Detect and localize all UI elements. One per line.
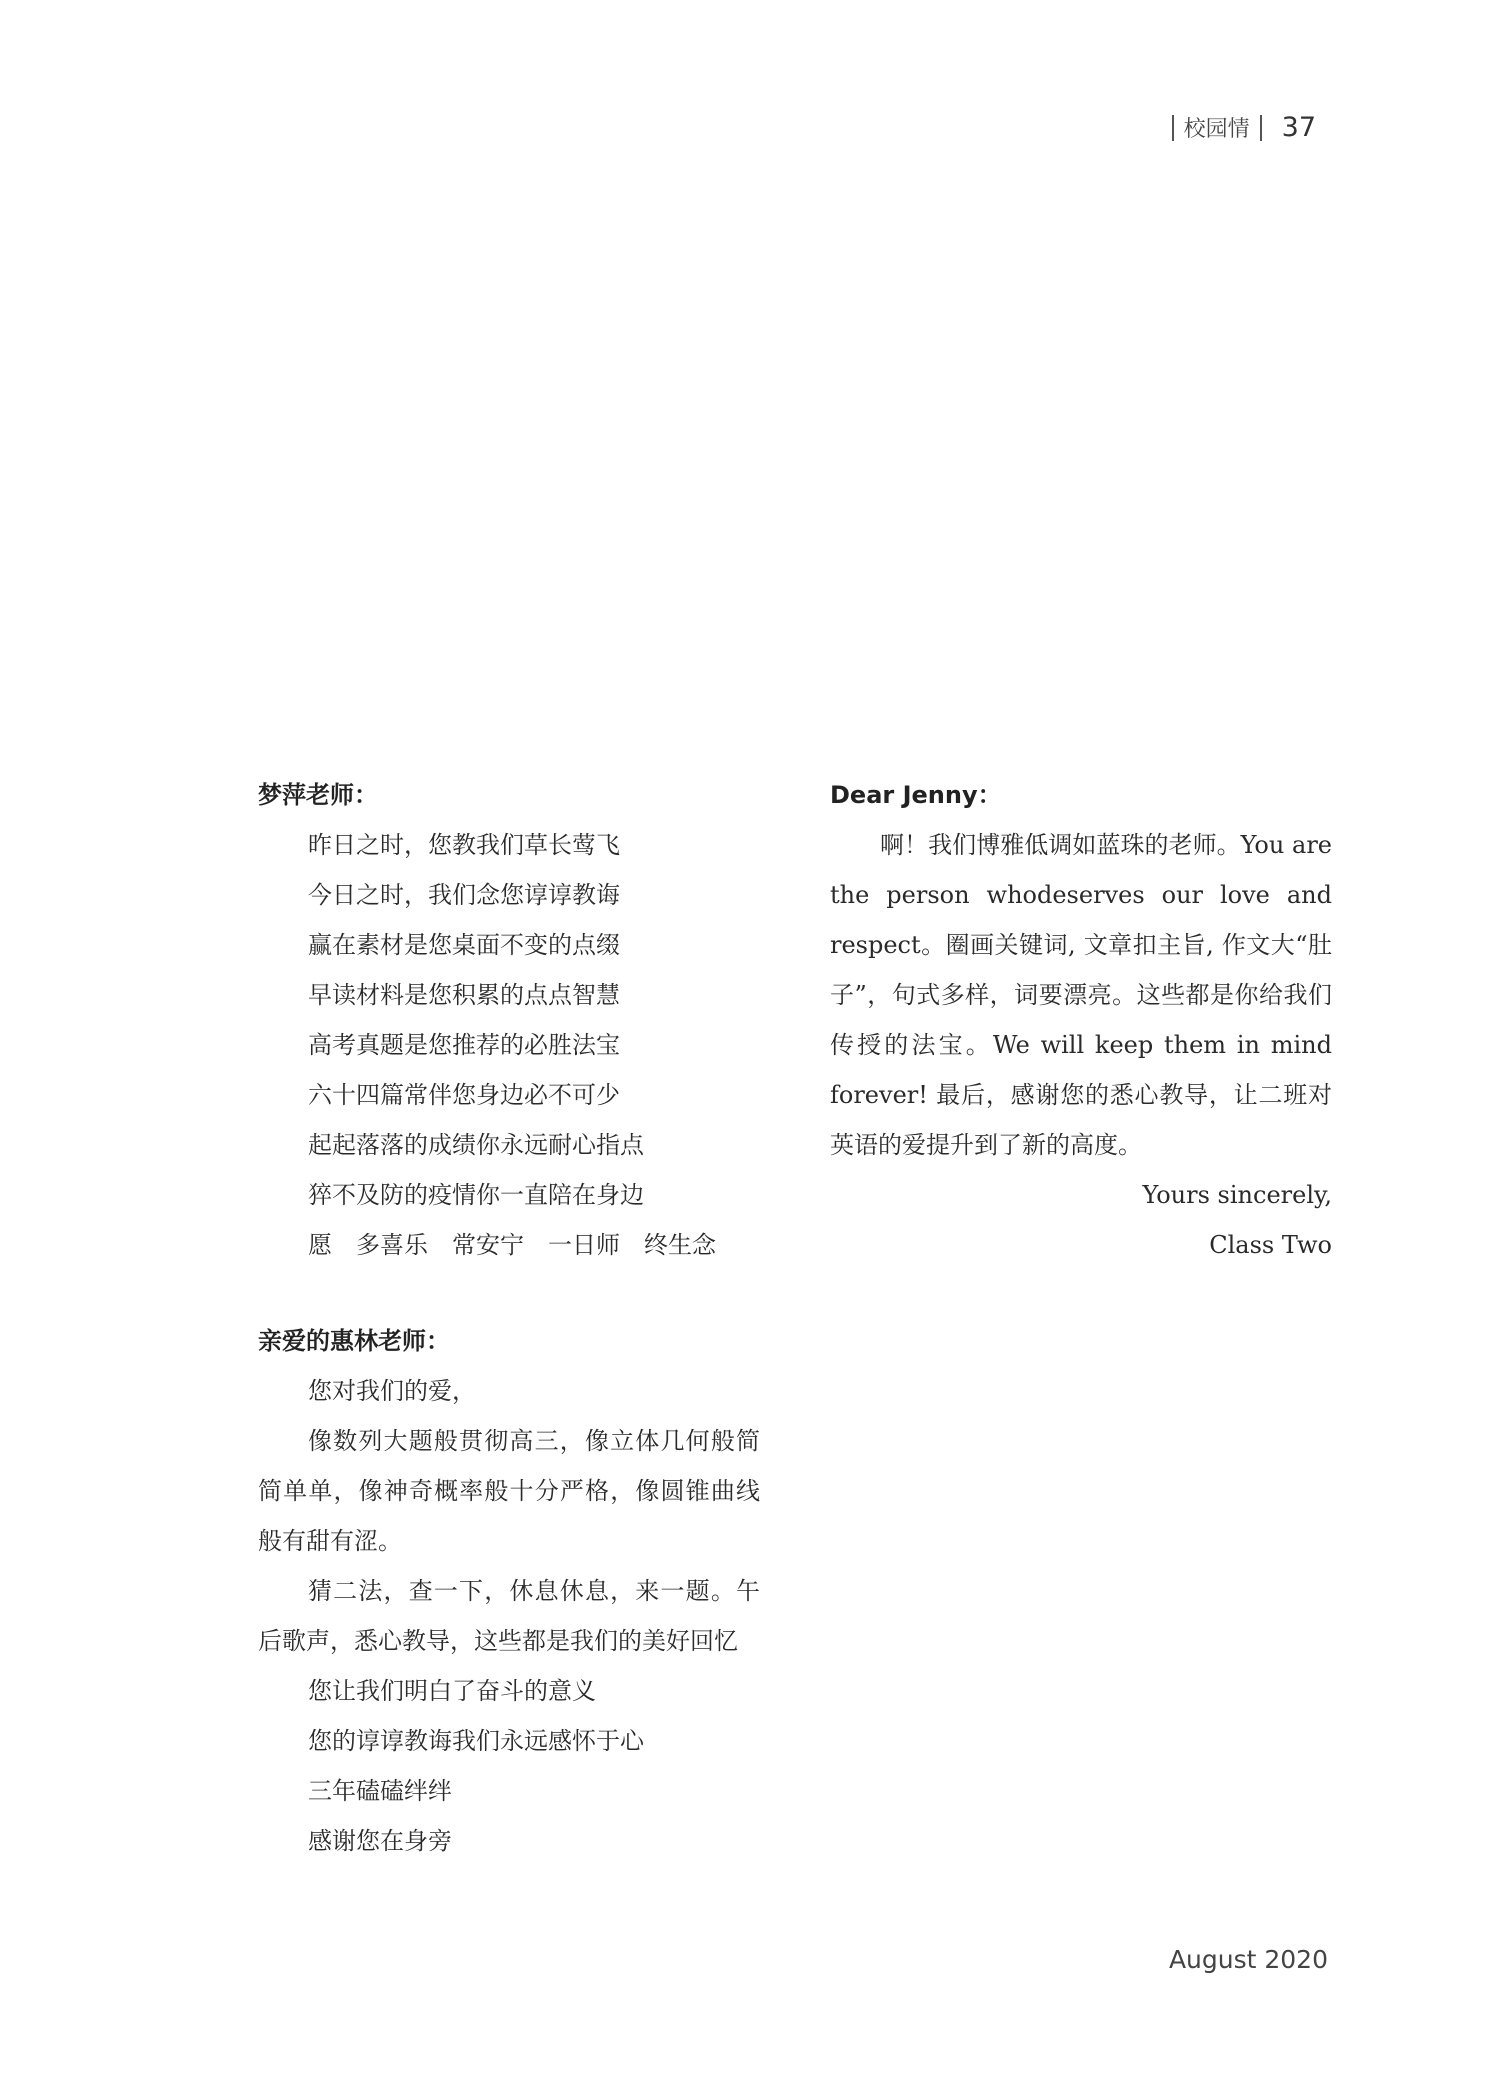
letter-line: 三年磕磕绊绊 bbox=[308, 1777, 452, 1805]
letter-salutation: 亲爱的惠林老师： bbox=[258, 1327, 450, 1355]
page-number: 37 bbox=[1281, 112, 1316, 143]
poem-line: 早读材料是您积累的点点智慧 bbox=[308, 981, 620, 1009]
poem-line: 六十四篇常伴您身边必不可少 bbox=[308, 1081, 620, 1109]
right-column bbox=[830, 770, 1332, 1316]
poem-line: 今日之时，我们念您谆谆教诲 bbox=[308, 881, 620, 909]
page-header bbox=[1172, 112, 1316, 143]
letter-paragraph: 猜二法，查一下，休息休息，来一题。午后歌声，悉心教导，这些都是我们的美好回忆 bbox=[258, 1577, 760, 1655]
header-divider-right bbox=[1260, 115, 1262, 141]
letter-closing: Yours sincerely, bbox=[1142, 1181, 1332, 1209]
letter-opening: 您对我们的爱， bbox=[308, 1377, 476, 1405]
poem-line: 猝不及防的疫情你一直陪在身边 bbox=[308, 1181, 644, 1209]
header-divider-left bbox=[1172, 115, 1174, 141]
footer-date: August 2020 bbox=[1168, 1945, 1328, 1974]
letter-body: 啊！我们博雅低调如蓝珠的老师。You are the person whodeserves our love and respect。圈画关键词, 文章扣主旨, 作文大“肚子”，句式多样，词要漂亮。这些都是你给我们传授的法宝。We will keep them in mind forever! 最后，感谢您的悉心教导，让二班对英语的爱提升到了新的高度。 bbox=[830, 831, 1332, 1159]
letter-salutation: Dear Jenny： bbox=[830, 781, 1002, 809]
poem-line: 赢在素材是您桌面不变的点缀 bbox=[308, 931, 620, 959]
poem-line: 愿 多喜乐 常安宁 一日师 终生念 bbox=[308, 1231, 716, 1259]
letter-line: 感谢您在身旁 bbox=[308, 1827, 452, 1855]
letter-huilin bbox=[258, 1316, 760, 1866]
letter-signature: Class Two bbox=[1209, 1231, 1332, 1259]
poem-line: 起起落落的成绩你永远耐心指点 bbox=[308, 1131, 644, 1159]
letter-paragraph: 像数列大题般贯彻高三，像立体几何般简简单单，像神奇概率般十分严格，像圆锥曲线般有甜有涩。 bbox=[258, 1427, 760, 1555]
poem-line: 高考真题是您推荐的必胜法宝 bbox=[308, 1031, 620, 1059]
left-column bbox=[258, 770, 760, 1912]
poem-line: 昨日之时，您教我们草长莺飞 bbox=[308, 831, 620, 859]
letter-salutation: 梦萍老师： bbox=[258, 781, 378, 809]
letter-line: 您的谆谆教诲我们永远感怀于心 bbox=[308, 1727, 644, 1755]
letter-line: 您让我们明白了奋斗的意义 bbox=[308, 1677, 596, 1705]
letter-jenny bbox=[830, 770, 1332, 1270]
letter-mengping bbox=[258, 770, 760, 1270]
section-name: 校园情 bbox=[1183, 117, 1250, 142]
